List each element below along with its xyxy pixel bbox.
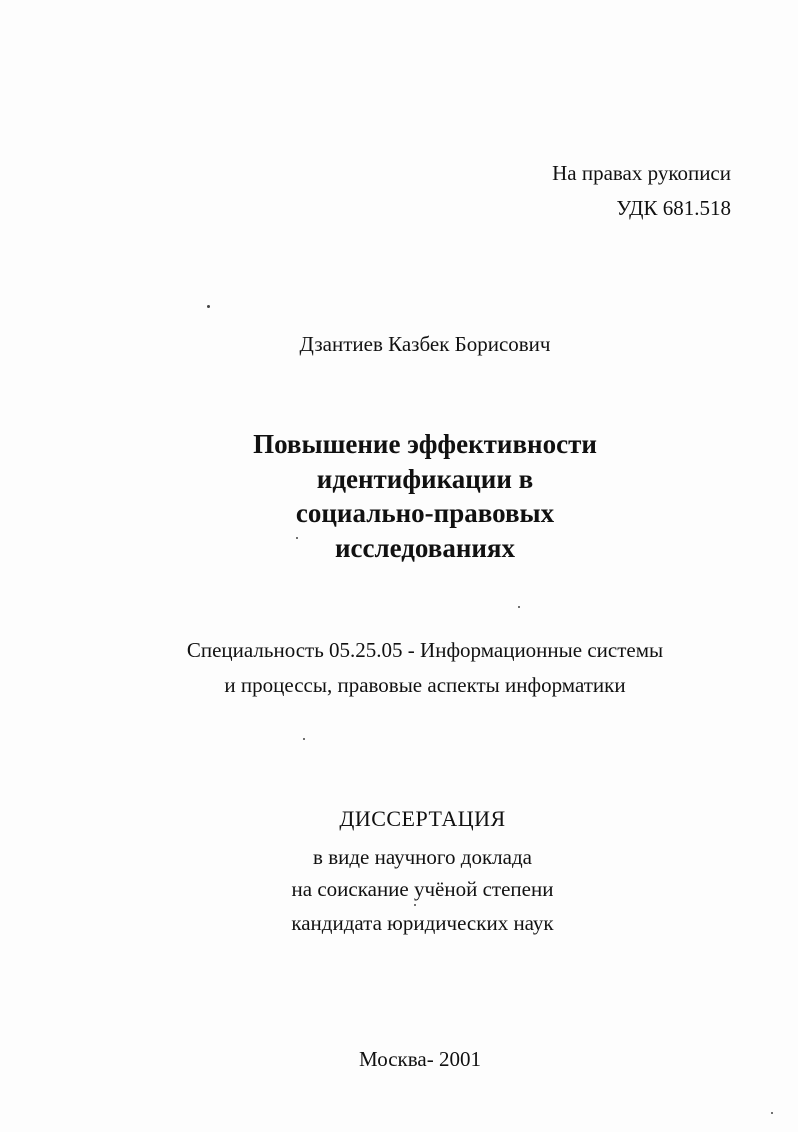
title-line: исследованиях <box>334 533 516 563</box>
scan-speck <box>771 1112 773 1114</box>
degree-line: на соискание учёной степени <box>291 877 554 901</box>
manuscript-note: На правах рукописи <box>552 161 731 185</box>
author-name: Дзантиев Казбек Борисович <box>299 332 551 356</box>
scan-speck <box>518 606 520 608</box>
scan-speck <box>296 537 298 539</box>
scan-speck <box>207 305 210 308</box>
degree-line: кандидата юридических наук <box>291 911 554 935</box>
scan-speck <box>414 904 416 906</box>
udk-code: УДК 681.518 <box>616 196 731 220</box>
degree-line: в виде научного доклада <box>313 845 532 869</box>
title-line: Повышение эффективности <box>253 429 597 459</box>
title-line: идентификации в <box>316 464 534 494</box>
title-line: социально-правовых <box>295 498 555 528</box>
specialty-line: и процессы, правовые аспекты информатики <box>224 673 626 697</box>
specialty-line: Специальность 05.25.05 - Информационные системы <box>186 638 664 662</box>
scan-speck <box>303 738 305 740</box>
place-and-year: Москва- 2001 <box>359 1047 481 1071</box>
document-type: ДИССЕРТАЦИЯ <box>339 806 506 831</box>
